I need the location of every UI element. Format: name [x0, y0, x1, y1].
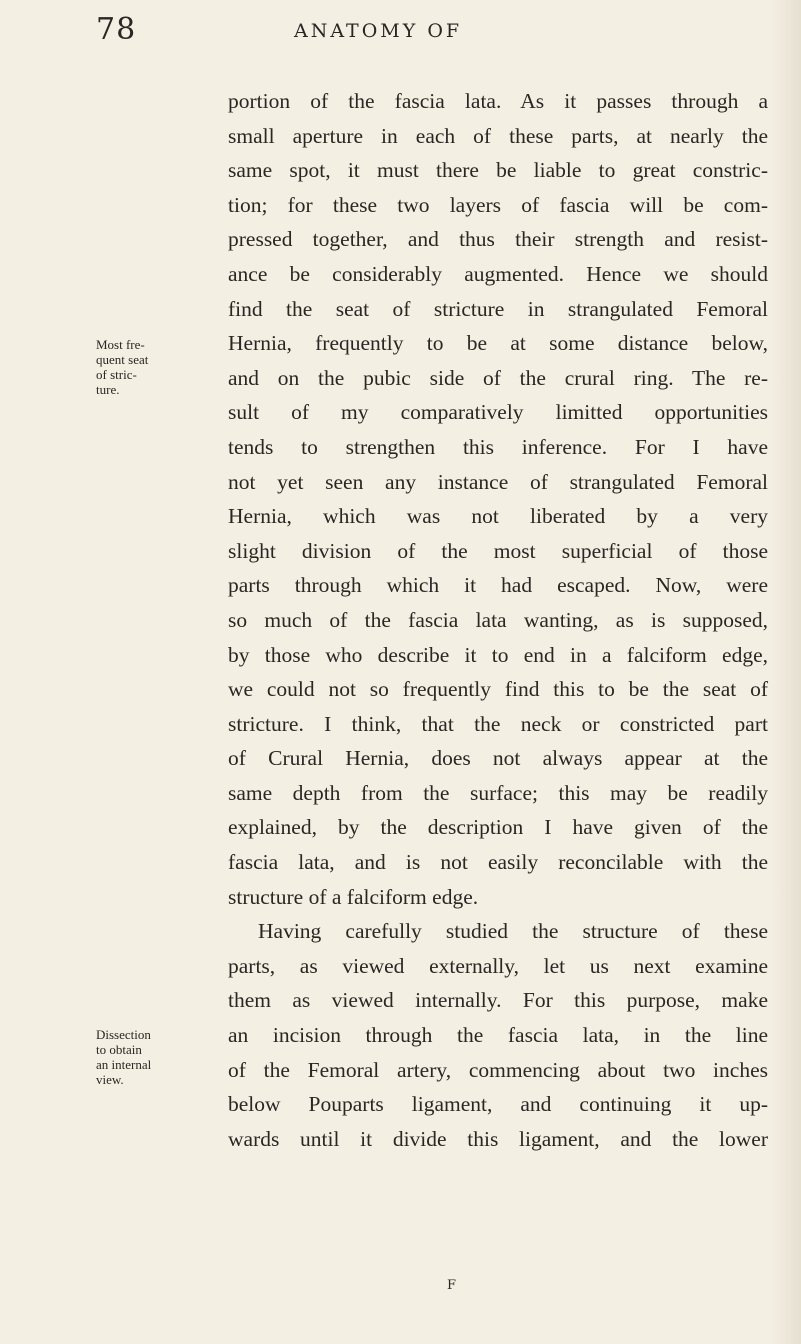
- text-line: of the Femoral artery, commencing about two inches: [228, 1057, 768, 1082]
- margin-note-dissection: [96, 1027, 224, 1087]
- margin-note-stricture: [96, 337, 224, 397]
- text-line: ance be considerably augmented. Hence we should: [228, 261, 768, 286]
- margin-note-line: quent seat: [96, 352, 149, 367]
- margin-note-line: of stric-: [96, 367, 137, 382]
- text-line: and on the pubic side of the crural ring. The re-: [228, 365, 768, 390]
- text-line: tends to strengthen this inference. For I have: [228, 434, 768, 459]
- signature-mark: F: [447, 1278, 457, 1293]
- running-title: ANATOMY OF: [294, 20, 463, 42]
- margin-note-line: to obtain: [96, 1042, 142, 1057]
- text-line: slight division of the most superficial of those: [228, 538, 768, 563]
- text-line: Having carefully studied the structure of these: [258, 919, 768, 944]
- text-line: pressed together, and thus their strength and resist-: [228, 227, 768, 252]
- text-line: portion of the fascia lata. As it passes through a: [228, 89, 768, 113]
- text-line: tion; for these two layers of fascia will be com-: [228, 192, 768, 217]
- text-line: parts through which it had escaped. Now, were: [228, 573, 768, 598]
- margin-note-line: Most fre-: [96, 337, 145, 352]
- text-line: not yet seen any instance of strangulated Femoral: [228, 469, 768, 494]
- page-edge-shading: [771, 0, 801, 1344]
- text-line: by those who describe it to end in a falciform edge,: [228, 642, 768, 667]
- text-line: so much of the fascia lata wanting, as is supposed,: [228, 607, 768, 632]
- text-line: same spot, it must there be liable to great constric-: [228, 158, 768, 183]
- page-number: 78: [96, 12, 137, 47]
- text-line: find the seat of stricture in strangulated Femoral: [228, 296, 768, 321]
- text-line: same depth from the surface; this may be readily: [228, 780, 768, 805]
- margin-note-line: view.: [96, 1072, 124, 1087]
- body-text: [228, 84, 768, 1156]
- text-line: explained, by the description I have given of the: [228, 815, 768, 840]
- text-line: of Crural Hernia, does not always appear at the: [228, 746, 768, 771]
- text-line: parts, as viewed externally, let us next examine: [228, 953, 768, 978]
- text-line: Hernia, frequently to be at some distance below,: [228, 331, 768, 356]
- text-line: we could not so frequently find this to be the seat of: [228, 677, 768, 702]
- text-line: wards until it divide this ligament, and the lower: [228, 1126, 768, 1151]
- text-line: them as viewed internally. For this purpose, make: [228, 988, 768, 1013]
- margin-note-line: Dissection: [96, 1027, 151, 1042]
- text-line: an incision through the fascia lata, in the line: [228, 1023, 768, 1048]
- text-line: stricture. I think, that the neck or constricted part: [228, 711, 768, 736]
- margin-note-line: ture.: [96, 382, 120, 397]
- text-line: fascia lata, and is not easily reconcilable with the: [228, 850, 768, 875]
- margin-note-line: an internal: [96, 1057, 152, 1072]
- running-head: [96, 12, 761, 48]
- text-line: sult of my comparatively limitted opportunities: [228, 400, 768, 425]
- text-line: structure of a falciform edge.: [228, 884, 479, 909]
- text-line: Hernia, which was not liberated by a very: [228, 504, 768, 529]
- text-line: below Pouparts ligament, and continuing it up-: [228, 1092, 768, 1117]
- text-line: small aperture in each of these parts, at nearly the: [228, 123, 768, 148]
